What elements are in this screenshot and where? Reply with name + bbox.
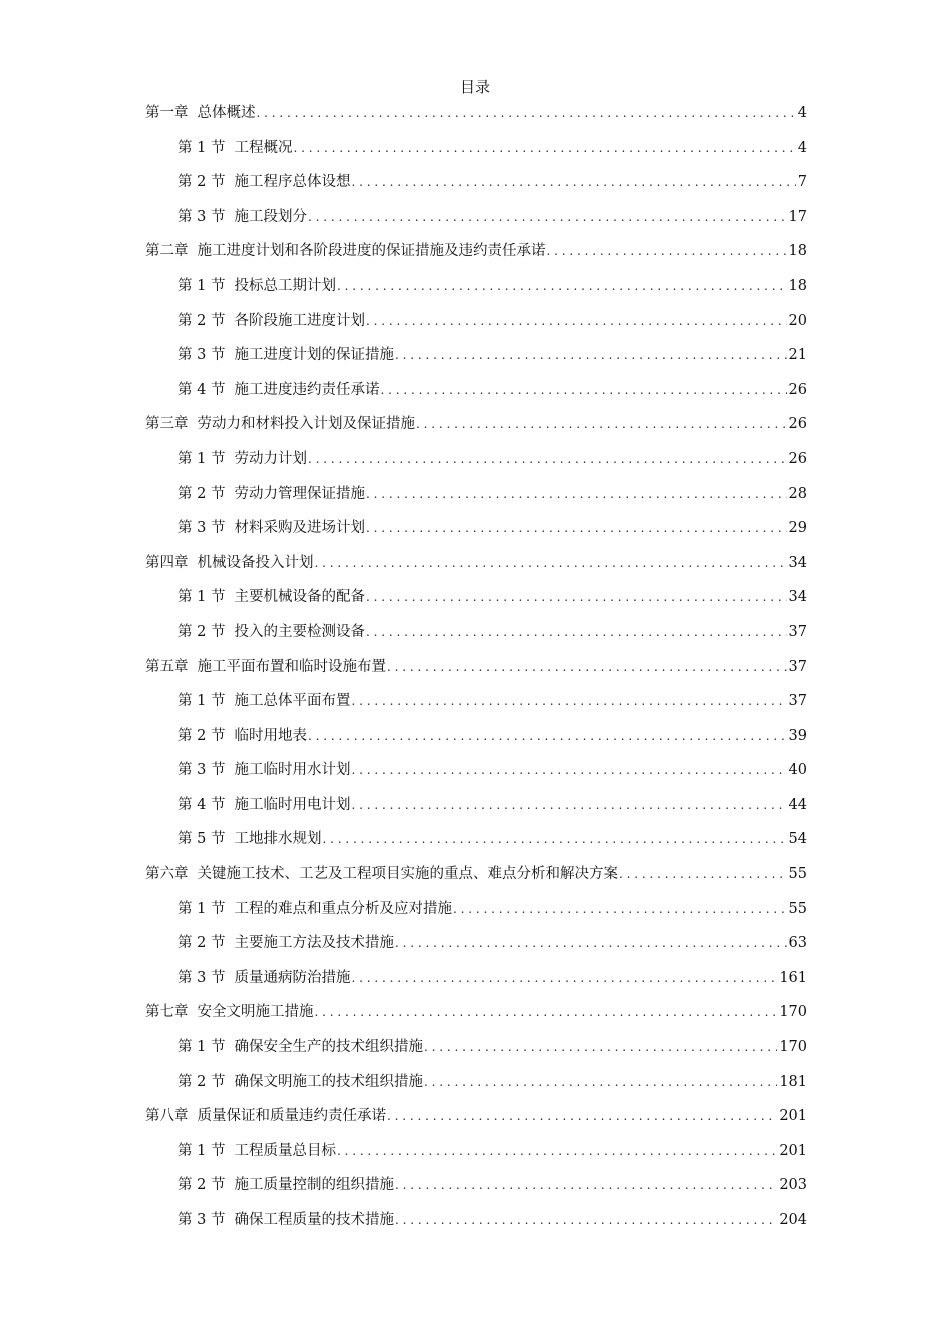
toc-section-entry[interactable] <box>145 753 807 788</box>
dot-leader <box>619 857 787 892</box>
toc-entry-title: 关键施工技术、工艺及工程项目实施的重点、难点分析和解决方案 <box>197 866 618 883</box>
toc-section-entry[interactable] <box>145 719 807 754</box>
toc-section-entry[interactable] <box>145 926 807 961</box>
toc-title: 目录 <box>459 78 490 96</box>
toc-page-number: 26 <box>788 450 807 467</box>
toc-section-entry[interactable] <box>145 165 807 200</box>
toc-entry-title: 劳动力和材料投入计划及保证措施 <box>197 416 415 433</box>
toc-entry-title: 劳动力计划 <box>234 450 307 467</box>
toc-entry-number: 第 2 节 <box>178 485 226 502</box>
dot-leader <box>366 511 787 546</box>
toc-entry-title: 质量保证和质量违约责任承诺 <box>197 1108 386 1125</box>
toc-entry-number: 第 2 节 <box>178 935 226 952</box>
toc-entry-label <box>178 753 350 788</box>
toc-section-entry[interactable] <box>145 200 807 235</box>
dot-leader <box>366 615 787 650</box>
toc-page-number: 29 <box>788 520 807 537</box>
toc-page-number: 170 <box>779 1039 807 1056</box>
toc-chapter-entry[interactable] <box>145 857 807 892</box>
toc-entry-title: 工程概况 <box>234 139 293 156</box>
toc-chapter-entry[interactable] <box>145 650 807 685</box>
toc-entry-label <box>178 511 365 546</box>
toc-page-number: 39 <box>788 727 807 744</box>
toc-page-number: 28 <box>788 485 807 502</box>
dot-leader <box>315 546 787 581</box>
dot-leader <box>351 684 786 719</box>
toc-entry-title: 确保文明施工的技术组织措施 <box>234 1073 423 1090</box>
toc-page-number: 18 <box>788 277 807 294</box>
toc-entry-number: 第二章 <box>145 243 189 260</box>
toc-section-entry[interactable] <box>145 961 807 996</box>
toc-page-number: 20 <box>788 312 807 329</box>
toc-entry-label <box>178 1168 394 1203</box>
toc-entry-number: 第六章 <box>145 866 189 883</box>
toc-section-entry[interactable] <box>145 684 807 719</box>
toc-page-number: 37 <box>788 658 807 675</box>
toc-chapter-entry[interactable] <box>145 407 807 442</box>
toc-entry-title: 施工段划分 <box>234 208 307 225</box>
toc-entry-label <box>145 234 546 269</box>
toc-entry-label <box>145 407 415 442</box>
dot-leader <box>424 1065 777 1100</box>
toc-page-number: 18 <box>788 243 807 260</box>
toc-entry-label <box>178 1065 423 1100</box>
toc-entry-label <box>178 788 350 823</box>
toc-section-entry[interactable] <box>145 892 807 927</box>
dot-leader <box>453 892 787 927</box>
toc-entry-label <box>178 269 336 304</box>
toc-section-entry[interactable] <box>145 615 807 650</box>
toc-entry-title: 施工进度计划的保证措施 <box>234 347 394 364</box>
dot-leader <box>547 234 787 269</box>
toc-entry-number: 第 3 节 <box>178 1212 226 1228</box>
toc-entry-label <box>178 304 365 339</box>
toc-page-number: 55 <box>788 900 807 917</box>
toc-entry-number: 第 1 节 <box>178 693 226 710</box>
toc-page-number: 40 <box>788 762 807 779</box>
toc-entry-number: 第 3 节 <box>178 347 226 364</box>
toc-section-entry[interactable] <box>145 373 807 408</box>
dot-leader <box>395 338 787 373</box>
toc-entry-title: 工地排水规划 <box>234 831 322 848</box>
dot-leader <box>308 719 787 754</box>
toc-entry-title: 安全文明施工措施 <box>197 1004 314 1021</box>
toc-section-entry[interactable] <box>145 477 807 512</box>
toc-entry-label <box>178 580 365 615</box>
toc-entry-label <box>178 719 307 754</box>
toc-entry-number: 第 1 节 <box>178 1142 226 1159</box>
toc-entry-title: 施工质量控制的组织措施 <box>234 1177 394 1194</box>
toc-page-number: 170 <box>779 1004 807 1021</box>
toc-entry-number: 第 1 节 <box>178 450 226 467</box>
toc-entry-number: 第 1 节 <box>178 900 226 917</box>
toc-entry-label <box>178 684 350 719</box>
toc-section-entry[interactable] <box>145 822 807 857</box>
toc-entry-label <box>145 96 256 131</box>
toc-entry-number: 第 3 节 <box>178 520 226 537</box>
toc-page-number: 26 <box>788 416 807 433</box>
toc-page-number: 7 <box>797 174 807 191</box>
toc-page-number: 201 <box>779 1108 807 1125</box>
toc-entry-number: 第 2 节 <box>178 623 226 640</box>
toc-entry-title: 机械设备投入计划 <box>197 554 314 571</box>
toc-chapter-entry[interactable] <box>145 1099 807 1134</box>
toc-page-number: 181 <box>779 1073 807 1090</box>
toc-page-number: 34 <box>788 589 807 606</box>
toc-entry-label <box>178 1030 423 1065</box>
dot-leader <box>395 1168 777 1203</box>
toc-entry-label <box>178 1203 394 1238</box>
table-of-contents <box>145 96 807 1238</box>
toc-page-number: 201 <box>779 1142 807 1159</box>
toc-section-entry[interactable] <box>145 131 807 166</box>
toc-entry-label <box>178 442 307 477</box>
toc-entry-title: 投入的主要检测设备 <box>234 623 365 640</box>
toc-section-entry[interactable] <box>145 511 807 546</box>
dot-leader <box>351 788 786 823</box>
toc-entry-number: 第 1 节 <box>178 589 226 606</box>
dot-leader <box>387 1099 777 1134</box>
toc-entry-title: 主要机械设备的配备 <box>234 589 365 606</box>
toc-page-number: 55 <box>788 866 807 883</box>
toc-entry-number: 第 3 节 <box>178 969 226 986</box>
toc-chapter-entry[interactable] <box>145 234 807 269</box>
toc-entry-label <box>178 892 452 927</box>
toc-section-entry[interactable] <box>145 580 807 615</box>
toc-entry-number: 第 3 节 <box>178 762 226 779</box>
toc-entry-number: 第 1 节 <box>178 1039 226 1056</box>
toc-page-number: 203 <box>779 1177 807 1194</box>
toc-entry-label <box>145 650 386 685</box>
dot-leader <box>293 131 795 166</box>
toc-page-number: 204 <box>779 1212 807 1228</box>
toc-entry-label <box>178 477 365 512</box>
toc-entry-label <box>145 857 618 892</box>
dot-leader <box>366 580 787 615</box>
dot-leader <box>337 269 787 304</box>
toc-entry-label <box>178 338 394 373</box>
toc-entry-label <box>178 165 350 200</box>
toc-entry-label <box>178 373 379 408</box>
toc-entry-title: 施工进度计划和各阶段进度的保证措施及违约责任承诺 <box>197 243 546 260</box>
dot-leader <box>387 650 787 685</box>
dot-leader <box>351 165 795 200</box>
toc-page-number: 4 <box>797 139 807 156</box>
dot-leader <box>424 1030 777 1065</box>
dot-leader <box>395 1203 777 1238</box>
dot-leader <box>315 995 778 1030</box>
toc-entry-number: 第 1 节 <box>178 277 226 294</box>
toc-entry-number: 第一章 <box>145 105 189 121</box>
toc-entry-label <box>178 200 307 235</box>
dot-leader <box>351 753 786 788</box>
toc-entry-title: 总体概述 <box>197 105 256 121</box>
toc-entry-number: 第 4 节 <box>178 796 226 813</box>
toc-entry-label <box>178 961 350 996</box>
dot-leader <box>308 442 787 477</box>
dot-leader <box>395 926 787 961</box>
toc-entry-title: 工程质量总目标 <box>234 1142 336 1159</box>
dot-leader <box>322 822 786 857</box>
toc-entry-title: 投标总工期计划 <box>234 277 336 294</box>
toc-page-number: 54 <box>788 831 807 848</box>
toc-chapter-entry[interactable] <box>145 995 807 1030</box>
toc-entry-title: 质量通病防治措施 <box>234 969 351 986</box>
toc-section-entry[interactable] <box>145 304 807 339</box>
toc-page-number: 63 <box>788 935 807 952</box>
toc-section-entry[interactable] <box>145 788 807 823</box>
toc-entry-title: 施工临时用水计划 <box>234 762 351 779</box>
toc-chapter-entry[interactable] <box>145 96 807 131</box>
toc-section-entry[interactable] <box>145 338 807 373</box>
toc-entry-title: 施工平面布置和临时设施布置 <box>197 658 386 675</box>
toc-entry-label <box>145 1099 386 1134</box>
dot-leader <box>366 477 787 512</box>
dot-leader <box>416 407 787 442</box>
toc-entry-label <box>178 1134 336 1169</box>
toc-entry-title: 施工进度违约责任承诺 <box>234 381 380 398</box>
toc-entry-title: 主要施工方法及技术措施 <box>234 935 394 952</box>
toc-entry-label <box>145 995 314 1030</box>
toc-section-entry[interactable] <box>145 1030 807 1065</box>
toc-entry-title: 施工临时用电计划 <box>234 796 351 813</box>
dot-leader <box>257 96 796 131</box>
toc-section-entry[interactable] <box>145 1134 807 1169</box>
toc-entry-title: 各阶段施工进度计划 <box>234 312 365 329</box>
toc-entry-title: 施工总体平面布置 <box>234 693 351 710</box>
toc-page-number: 21 <box>788 347 807 364</box>
toc-section-entry[interactable] <box>145 1168 807 1203</box>
toc-page-number: 26 <box>788 381 807 398</box>
toc-page-number: 37 <box>788 623 807 640</box>
dot-leader <box>308 200 787 235</box>
toc-entry-number: 第 4 节 <box>178 381 226 398</box>
toc-chapter-entry[interactable] <box>145 546 807 581</box>
toc-entry-number: 第 2 节 <box>178 1073 226 1090</box>
toc-entry-number: 第三章 <box>145 416 189 433</box>
toc-entry-number: 第四章 <box>145 554 189 571</box>
toc-entry-label <box>178 926 394 961</box>
toc-entry-label <box>145 546 314 581</box>
toc-page-number: 17 <box>788 208 807 225</box>
toc-entry-number: 第 2 节 <box>178 174 226 191</box>
toc-entry-label <box>178 822 321 857</box>
toc-page-number: 34 <box>788 554 807 571</box>
toc-entry-title: 劳动力管理保证措施 <box>234 485 365 502</box>
toc-entry-number: 第 2 节 <box>178 1177 226 1194</box>
toc-section-entry[interactable] <box>145 442 807 477</box>
dot-leader <box>366 304 787 339</box>
toc-entry-title: 工程的难点和重点分析及应对措施 <box>234 900 452 917</box>
toc-entry-title: 确保安全生产的技术组织措施 <box>234 1039 423 1056</box>
toc-entry-number: 第 2 节 <box>178 727 226 744</box>
toc-entry-number: 第五章 <box>145 658 189 675</box>
toc-entry-label <box>178 131 292 166</box>
toc-entry-title: 施工程序总体设想 <box>234 174 351 191</box>
toc-page-number: 37 <box>788 693 807 710</box>
toc-entry-title: 确保工程质量的技术措施 <box>234 1212 394 1228</box>
toc-entry-label <box>178 615 365 650</box>
toc-section-entry[interactable] <box>145 1203 807 1238</box>
toc-entry-number: 第 3 节 <box>178 208 226 225</box>
toc-page-number: 44 <box>788 796 807 813</box>
toc-entry-number: 第 5 节 <box>178 831 226 848</box>
dot-leader <box>351 961 777 996</box>
toc-section-entry[interactable] <box>145 1065 807 1100</box>
toc-entry-number: 第 1 节 <box>178 139 226 156</box>
toc-entry-title: 临时用地表 <box>234 727 307 744</box>
toc-entry-number: 第八章 <box>145 1108 189 1125</box>
toc-entry-number: 第七章 <box>145 1004 189 1021</box>
toc-page-number: 161 <box>779 969 807 986</box>
dot-leader <box>337 1134 777 1169</box>
dot-leader <box>380 373 786 408</box>
toc-section-entry[interactable] <box>145 269 807 304</box>
toc-entry-number: 第 2 节 <box>178 312 226 329</box>
toc-entry-title: 材料采购及进场计划 <box>234 520 365 537</box>
toc-page-number: 4 <box>797 105 807 121</box>
